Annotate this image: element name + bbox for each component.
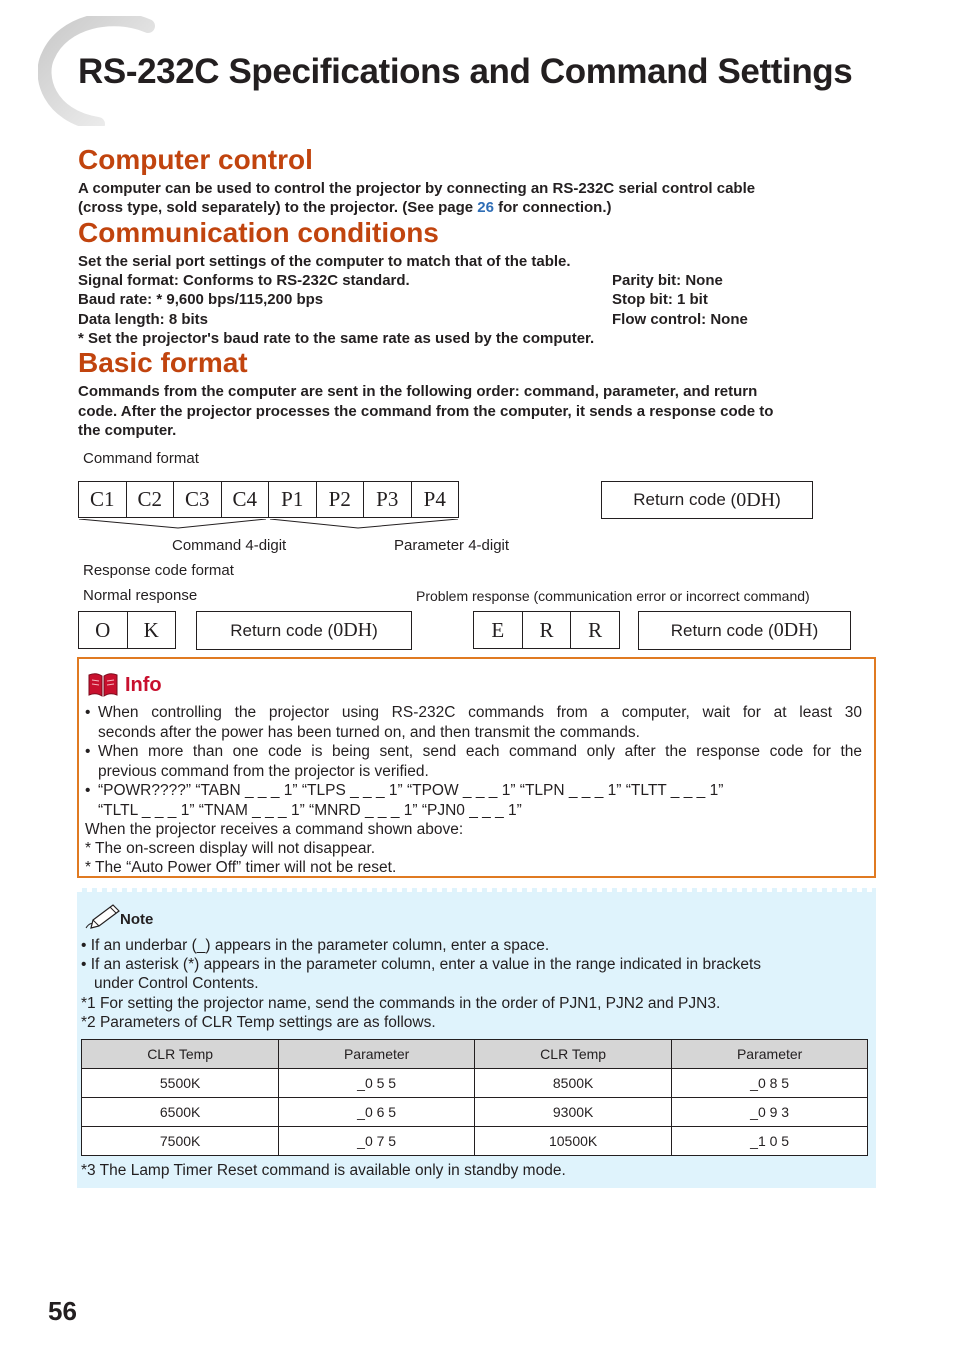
- basic-format-text-1: Commands from the computer are sent in the following order: command, parameter, and return: [78, 383, 758, 400]
- table-header: CLR Temp: [82, 1040, 279, 1069]
- info-line-receive: When the projector receives a command shown above:: [85, 821, 464, 838]
- table-cell: _0 9 3: [672, 1098, 868, 1127]
- normal-response-box: [78, 611, 176, 649]
- flow-control: Flow control: None: [612, 311, 748, 328]
- info-bullet-3: • “POWR????” “TABN _ _ _ 1” “TLPS _ _ _ 1” “TPOW _ _ _ 1” “TLPN _ _ _ 1” “TLTT _ _ _ 1” “TLTL _ _ _ 1” “TNAM _ _ _ 1” “MNRD _ _ _ 1” “PJN0 _ _ _ 1”: [85, 782, 724, 819]
- error-return-code: Return code ( 0DH ): [638, 611, 851, 650]
- cell-e: E: [474, 612, 523, 648]
- page-number: 56: [48, 1296, 77, 1326]
- command-format-box: [78, 481, 459, 518]
- cell-c3: C3: [174, 482, 222, 517]
- baud-footnote: * Set the projector's baud rate to the same rate as used by the computer.: [78, 330, 595, 347]
- computer-control-text-2: (cross type, sold separately) to the projector. (See page 26 for connection.): [78, 199, 612, 216]
- table-header: Parameter: [279, 1040, 475, 1069]
- note-footnote-3: *3 The Lamp Timer Reset command is available only in standby mode.: [81, 1162, 566, 1179]
- cell-p3: P3: [364, 482, 412, 517]
- table-cell: 6500K: [82, 1098, 279, 1127]
- note-box: [77, 888, 876, 1188]
- note-bullet-2: • If an asterisk (*) appears in the parameter column, enter a value in the range indicated in brackets: [81, 956, 762, 973]
- cell-c1: C1: [79, 482, 127, 517]
- stop-bit: Stop bit: 1 bit: [612, 291, 708, 308]
- error-response-box: [473, 611, 620, 649]
- page-title: RS-232C Specifications and Command Settings: [78, 52, 853, 91]
- problem-response-label: Problem response (communication error or incorrect command): [416, 588, 810, 604]
- communication-intro: Set the serial port settings of the computer to match that of the table.: [78, 253, 571, 270]
- table-header: CLR Temp: [474, 1040, 671, 1069]
- pencil-icon: [83, 902, 121, 930]
- info-bullet-2: • When more than one code is being sent, send each command only after the response code for the previous command from the projector is verified.: [85, 743, 862, 780]
- basic-format-text-2: code. After the projector processes the command from the computer, it sends a response code to: [78, 403, 774, 420]
- cell-p2: P2: [317, 482, 365, 517]
- normal-return-code: Return code ( 0DH ): [196, 611, 412, 650]
- info-header: [87, 672, 162, 698]
- computer-control-text-1: A computer can be used to control the projector by connecting an RS-232C serial control cable: [78, 180, 756, 197]
- cell-o: O: [79, 612, 128, 648]
- data-length: Data length: 8 bits: [78, 311, 209, 328]
- basic-format-heading: Basic format: [78, 347, 248, 378]
- computer-control-heading: Computer control: [78, 144, 313, 175]
- note-footnote-2: *2 Parameters of CLR Temp settings are as follows.: [81, 1014, 436, 1031]
- cell-r2: R: [588, 617, 603, 642]
- cell-c2: C2: [127, 482, 175, 517]
- parity-bit: Parity bit: None: [612, 272, 723, 289]
- table-cell: _0 8 5: [672, 1069, 868, 1098]
- command-format-label: Command format: [83, 450, 199, 467]
- response-code-format-label: Response code format: [83, 562, 234, 579]
- cell-k: K: [143, 617, 159, 642]
- command-return-code: Return code ( 0DH ): [601, 481, 813, 519]
- info-bullet-1: • When controlling the projector using RS-232C commands from a computer, wait for at least 30 seconds after the power has been turned on, and then transmit the commands.: [85, 704, 862, 741]
- table-cell: 9300K: [474, 1098, 671, 1127]
- info-line-timer: * The “Auto Power Off” timer will not be reset.: [85, 859, 397, 876]
- cell-c4: C4: [222, 482, 270, 517]
- cell-p4: P4: [423, 487, 446, 511]
- command-underbrace: [78, 519, 460, 529]
- note-title: Note: [120, 911, 154, 928]
- table-header: Parameter: [672, 1040, 868, 1069]
- book-icon: [87, 672, 119, 698]
- signal-format: Signal format: Conforms to RS-232C standard.: [78, 272, 410, 289]
- note-dashed-border: [77, 888, 876, 892]
- info-line-osd: * The on-screen display will not disappear.: [85, 840, 376, 857]
- table-cell: 8500K: [474, 1069, 671, 1098]
- normal-response-label: Normal response: [83, 587, 198, 604]
- table-cell: 7500K: [82, 1127, 279, 1156]
- table-row: [82, 1098, 868, 1127]
- table-cell: 5500K: [82, 1069, 279, 1098]
- table-cell: 10500K: [474, 1127, 671, 1156]
- table-cell: _0 6 5: [279, 1098, 475, 1127]
- cell-p1: P1: [269, 482, 317, 517]
- baud-rate: Baud rate: * 9,600 bps/115,200 bps: [78, 291, 324, 308]
- clr-temp-table: [81, 1039, 868, 1156]
- page-link[interactable]: 26: [477, 199, 494, 216]
- table-row: [82, 1127, 868, 1156]
- info-box: [77, 657, 876, 878]
- table-header-row: [82, 1040, 868, 1069]
- cell-r1: R: [523, 612, 572, 648]
- table-cell: _0 5 5: [279, 1069, 475, 1098]
- table-row: [82, 1069, 868, 1098]
- table-cell: _1 0 5: [672, 1127, 868, 1156]
- table-cell: _0 7 5: [279, 1127, 475, 1156]
- note-footnote-1: *1 For setting the projector name, send the commands in the order of PJN1, PJN2 and PJN3.: [81, 995, 721, 1012]
- parameter-4digit-label: Parameter 4-digit: [394, 537, 510, 554]
- note-bullet-2-cont: under Control Contents.: [94, 975, 259, 992]
- basic-format-text-3: the computer.: [78, 422, 177, 439]
- note-bullet-1: • If an underbar (_) appears in the parameter column, enter a space.: [81, 937, 550, 954]
- info-title: Info: [125, 673, 162, 696]
- command-4digit-label: Command 4-digit: [172, 537, 287, 554]
- communication-heading: Communication conditions: [78, 217, 439, 248]
